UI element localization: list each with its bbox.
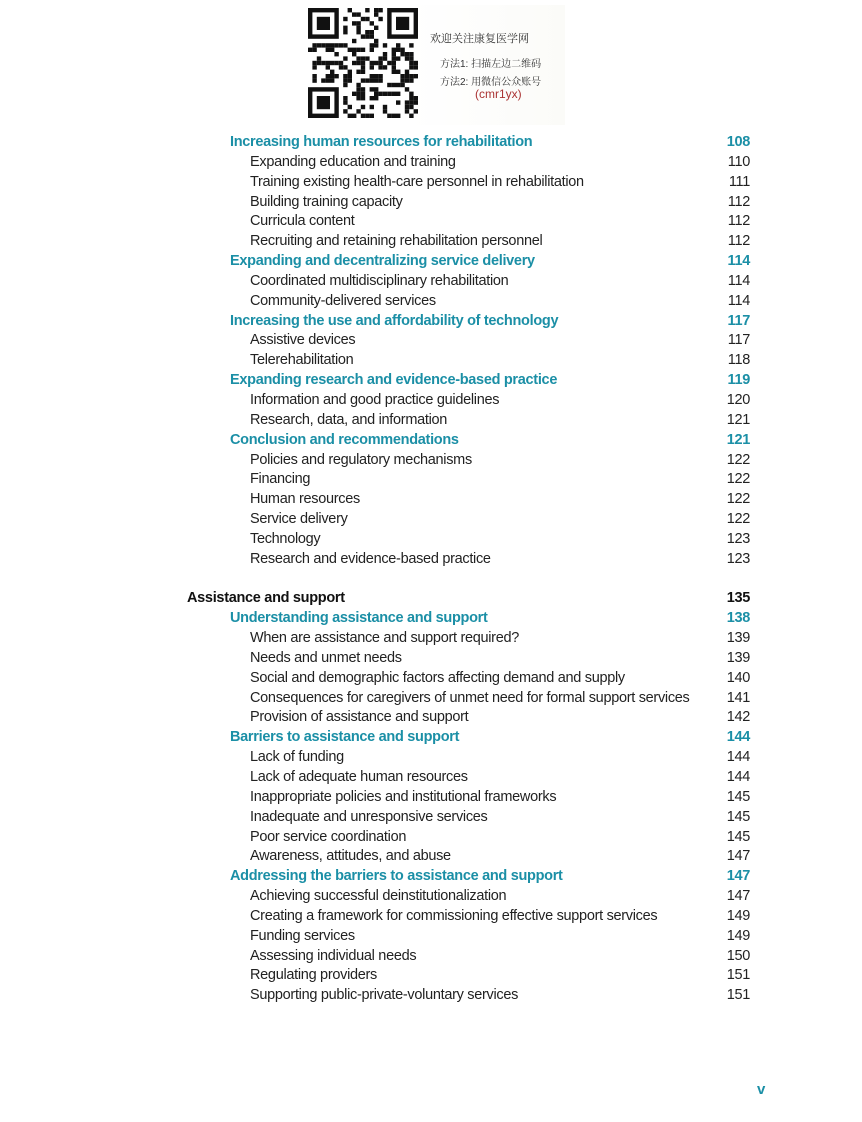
toc-section[interactable] [0, 371, 862, 391]
toc-entry-page: 114 [727, 272, 750, 289]
toc-entry-title: When are assistance and support required? [250, 630, 520, 647]
toc-subsection[interactable] [0, 629, 862, 649]
toc-subsection[interactable] [0, 689, 862, 709]
toc-entry-title: Poor service coordination [250, 828, 407, 845]
toc-entry-title: Building training capacity [250, 193, 403, 210]
toc-entry-page: 145 [726, 808, 750, 825]
toc-entry-page: 119 [727, 372, 750, 389]
toc-entry-page: 111 [728, 173, 750, 190]
toc-entry-title: Technology [250, 530, 321, 547]
toc-subsection[interactable] [0, 530, 862, 550]
toc-entry-page: 151 [726, 967, 750, 984]
toc-entry-title: Lack of adequate human resources [250, 769, 468, 785]
toc-subsection[interactable] [0, 847, 862, 867]
toc-subsection[interactable] [0, 966, 862, 986]
toc-entry-title: Regulating providers [250, 967, 377, 984]
toc-entry-page: 108 [726, 134, 750, 150]
toc-entry-title: Expanding education and training [250, 153, 456, 170]
toc-subsection[interactable] [0, 331, 862, 351]
toc-subsection[interactable] [0, 490, 862, 510]
toc-subsection[interactable] [0, 887, 862, 907]
toc-entry-page: 123 [726, 550, 750, 567]
toc-section[interactable] [0, 312, 862, 332]
toc-entry-page: 114 [727, 292, 750, 309]
toc-section[interactable] [0, 431, 862, 451]
page-number: v [757, 1081, 766, 1098]
toc-entry-title: Addressing the barriers to assistance and support [230, 868, 563, 885]
toc-entry-page: 138 [726, 610, 750, 627]
toc-entry-page: 149 [726, 927, 750, 944]
toc-entry-page: 110 [727, 153, 750, 170]
toc-subsection[interactable] [0, 947, 862, 967]
toc-entry-page: 122 [726, 491, 750, 508]
toc-entry-page: 144 [726, 729, 750, 746]
table-of-contents [0, 133, 862, 1006]
toc-entry-title: Assessing individual needs [250, 947, 417, 964]
toc-section[interactable] [0, 867, 862, 887]
toc-entry-title: Barriers to assistance and support [230, 729, 460, 746]
toc-subsection[interactable] [0, 451, 862, 471]
toc-entry-title: Understanding assistance and support [230, 610, 488, 627]
toc-entry-page: 112 [727, 213, 750, 230]
toc-entry-title: Assistance and support [187, 590, 345, 607]
toc-section[interactable] [0, 133, 862, 153]
banner-line-4: (cmr1yx) [475, 87, 522, 101]
banner-line-3: 方法2: 用微信公众账号 [440, 77, 542, 88]
toc-entry-title: Funding services [250, 927, 355, 944]
toc-entry-page: 144 [726, 749, 750, 766]
toc-entry-title: Information and good practice guidelines [250, 391, 500, 408]
toc-entry-page: 145 [726, 788, 750, 805]
toc-entry-title: Lack of funding [250, 749, 344, 766]
toc-entry-title: Increasing human resources for rehabilitation [230, 134, 533, 150]
toc-subsection[interactable] [0, 669, 862, 689]
toc-subsection[interactable] [0, 351, 862, 371]
toc-subsection[interactable] [0, 212, 862, 232]
toc-entry-title: Increasing the use and affordability of technology [230, 312, 559, 329]
toc-entry-title: Needs and unmet needs [250, 649, 402, 666]
toc-entry-page: 118 [727, 352, 750, 369]
toc-entry-title: Inappropriate policies and institutional frameworks [250, 788, 557, 805]
toc-entry-title: Policies and regulatory mechanisms [250, 451, 472, 468]
toc-entry-page: 135 [726, 590, 750, 607]
toc-entry-page: 117 [727, 312, 750, 329]
toc-subsection[interactable] [0, 550, 862, 570]
toc-entry-page: 145 [726, 828, 750, 845]
toc-subsection[interactable] [0, 510, 862, 530]
toc-entry-page: 117 [727, 332, 750, 349]
toc-entry-title: Inadequate and unresponsive services [250, 808, 488, 825]
toc-entry-page: 112 [727, 233, 750, 250]
toc-chapter[interactable] [0, 589, 862, 609]
toc-entry-title: Curricula content [250, 213, 355, 230]
toc-entry-title: Service delivery [250, 511, 348, 528]
toc-subsection[interactable] [0, 232, 862, 252]
toc-entry-page: 139 [726, 649, 750, 666]
toc-entry-title: Financing [250, 471, 311, 488]
banner-line-2: 方法1: 扫描左边二维码 [440, 59, 542, 70]
toc-entry-title: Recruiting and retaining rehabilitation personnel [250, 233, 543, 250]
toc-entry-page: 149 [726, 907, 750, 924]
toc-entry-page: 150 [726, 947, 750, 964]
toc-entry-page: 147 [726, 848, 750, 865]
toc-entry-page: 144 [726, 769, 750, 785]
toc-entry-title: Provision of assistance and support [250, 709, 469, 726]
toc-entry-page: 141 [726, 689, 750, 706]
toc-subsection[interactable] [0, 173, 862, 193]
toc-entry-title: Awareness, attitudes, and abuse [250, 848, 451, 865]
toc-entry-page: 123 [726, 530, 750, 547]
toc-entry-title: Supporting public-private-voluntary services [250, 987, 519, 1004]
toc-entry-page: 121 [726, 431, 750, 448]
toc-entry-page: 140 [726, 669, 750, 686]
toc-entry-page: 122 [726, 471, 750, 488]
toc-entry-title: Assistive devices [250, 332, 356, 349]
toc-section[interactable] [0, 609, 862, 629]
toc-entry-page: 147 [726, 888, 750, 905]
toc-subsection[interactable] [0, 907, 862, 927]
toc-entry-page: 112 [727, 193, 750, 210]
toc-entry-page: 114 [727, 253, 750, 270]
toc-subsection[interactable] [0, 986, 862, 1006]
toc-subsection[interactable] [0, 272, 862, 292]
toc-entry-title: Human resources [250, 491, 360, 508]
toc-entry-title: Achieving successful deinstitutionalization [250, 888, 507, 905]
banner-line-1: 欢迎关注康复医学网 [430, 33, 529, 45]
toc-entry-title: Research, data, and information [250, 411, 448, 428]
toc-entry-title: Training existing health-care personnel in rehabilitation [250, 173, 584, 190]
toc-entry-title: Telerehabilitation [250, 352, 354, 369]
toc-entry-title: Consequences for caregivers of unmet need for formal support services [250, 689, 690, 706]
toc-entry-page: 122 [726, 511, 750, 528]
toc-subsection[interactable] [0, 927, 862, 947]
toc-entry-page: 120 [726, 391, 750, 408]
toc-entry-title: Conclusion and recommendations [230, 431, 459, 448]
toc-entry-page: 121 [726, 411, 750, 428]
qr-code-icon [308, 7, 418, 119]
toc-entry-title: Creating a framework for commissioning effective support services [250, 907, 658, 924]
spacer [0, 570, 862, 590]
toc-subsection[interactable] [0, 828, 862, 848]
toc-subsection[interactable] [0, 788, 862, 808]
toc-entry-page: 122 [726, 451, 750, 468]
toc-entry-title: Community-delivered services [250, 292, 436, 309]
toc-entry-title: Research and evidence-based practice [250, 550, 491, 567]
toc-subsection[interactable] [0, 748, 862, 768]
qr-banner [305, 5, 565, 125]
toc-subsection[interactable] [0, 470, 862, 490]
toc-entry-title: Social and demographic factors affecting demand and supply [250, 669, 625, 686]
toc-entry-title: Expanding research and evidence-based practice [230, 372, 558, 389]
toc-entry-title: Expanding and decentralizing service delivery [230, 253, 535, 270]
toc-entry-page: 147 [726, 868, 750, 885]
toc-subsection[interactable] [0, 391, 862, 411]
toc-section[interactable] [0, 728, 862, 748]
toc-subsection[interactable] [0, 768, 862, 788]
toc-subsection[interactable] [0, 292, 862, 312]
toc-subsection[interactable] [0, 153, 862, 173]
toc-section[interactable] [0, 252, 862, 272]
toc-entry-page: 151 [726, 987, 750, 1004]
toc-subsection[interactable] [0, 808, 862, 828]
toc-subsection[interactable] [0, 411, 862, 431]
toc-entry-page: 142 [726, 709, 750, 726]
toc-subsection[interactable] [0, 649, 862, 669]
toc-subsection[interactable] [0, 193, 862, 213]
toc-subsection[interactable] [0, 708, 862, 728]
toc-entry-page: 139 [726, 630, 750, 647]
toc-entry-title: Coordinated multidisciplinary rehabilitation [250, 272, 509, 289]
